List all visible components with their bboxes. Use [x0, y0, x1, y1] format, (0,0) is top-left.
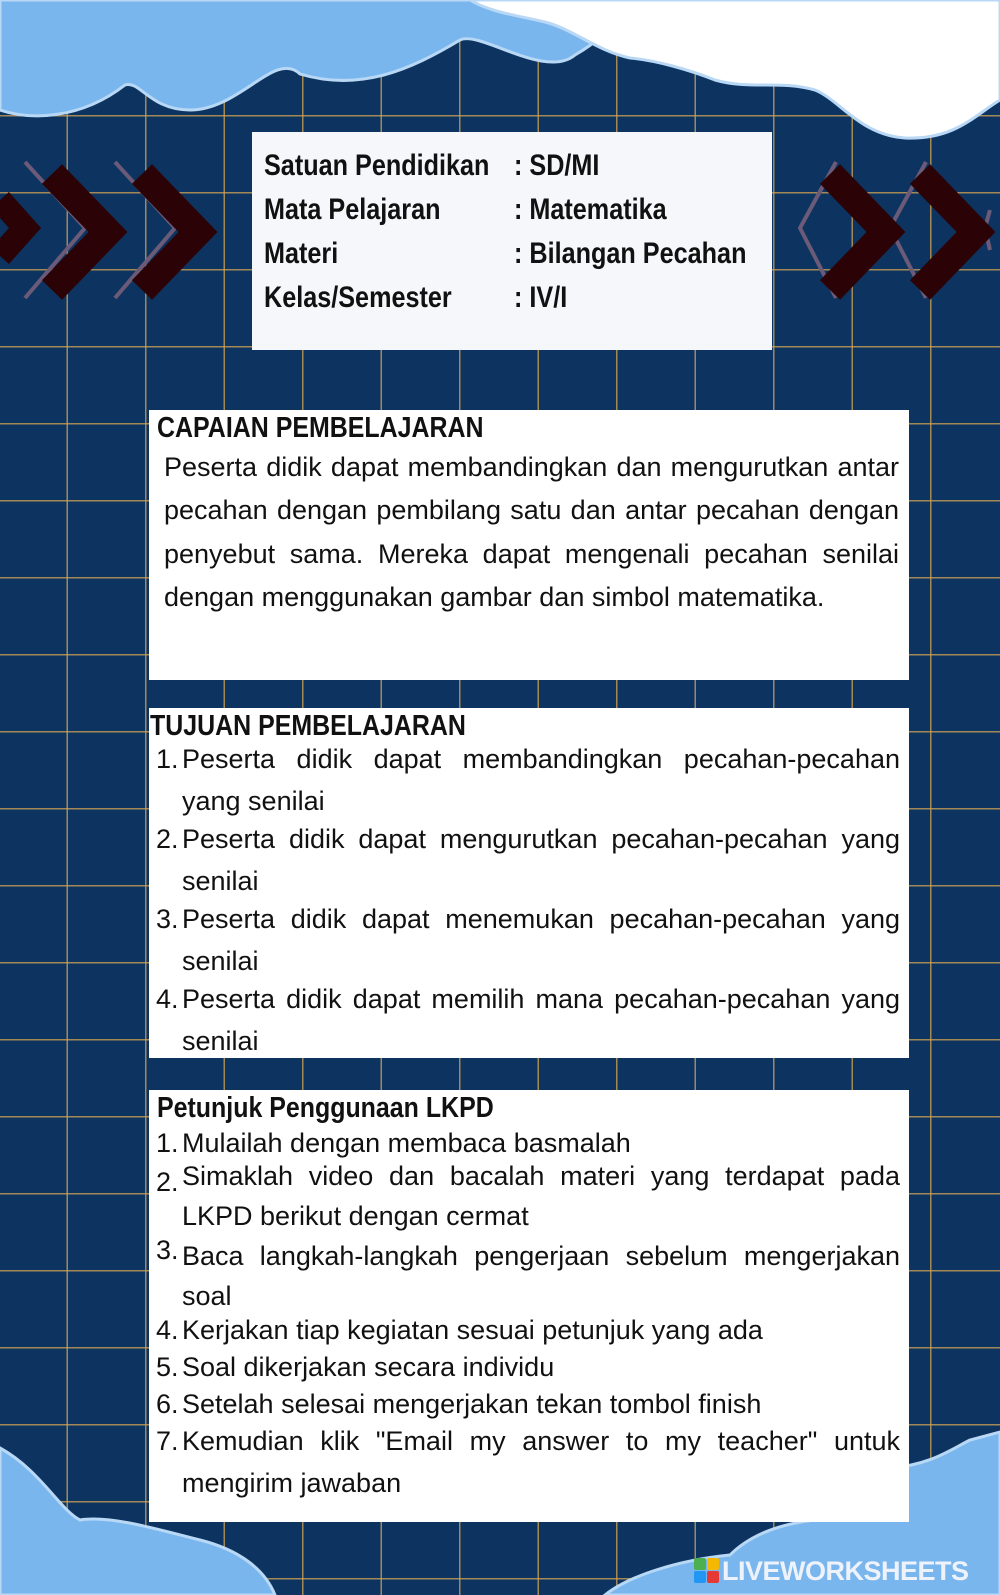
tujuan-section: [149, 708, 909, 1058]
section-title: Petunjuk Penggunaan LKPD: [157, 1092, 494, 1124]
list-text: Setelah selesai mengerjakan tekan tombol finish: [182, 1389, 762, 1419]
list-number: 7.: [156, 1426, 179, 1456]
list-text: Baca langkah-langkah pengerjaan sebelum mengerjakan soal: [182, 1241, 900, 1311]
list-number: 6.: [156, 1389, 179, 1419]
liveworksheets-logo-icon: [694, 1558, 720, 1584]
petunjuk-section: [149, 1090, 909, 1522]
top-right-cloud: [470, 0, 1000, 138]
info-value: : Bilangan Pecahan: [514, 237, 747, 270]
section-title: CAPAIAN PEMBELAJARAN: [157, 412, 484, 444]
list-text: Mulailah dengan membaca basmalah: [182, 1128, 631, 1158]
capaian-section: [149, 410, 909, 680]
liveworksheets-text: LIVEWORKSHEETS: [722, 1556, 969, 1586]
list-text: Peserta didik dapat menemukan pecahan-pecahan yang senilai: [182, 904, 900, 976]
info-card: [252, 132, 772, 350]
info-label: Materi: [264, 237, 339, 270]
list-number: 4.: [156, 984, 179, 1014]
info-label: Mata Pelajaran: [264, 193, 441, 226]
list-number: 5.: [156, 1352, 179, 1382]
list-number: 2.: [156, 1167, 179, 1197]
info-value: : SD/MI: [514, 149, 600, 182]
list-number: 4.: [156, 1315, 179, 1345]
list-text: Peserta didik dapat mengurutkan pecahan-pecahan yang senilai: [182, 824, 900, 896]
left-chevrons: [0, 162, 198, 298]
info-value: : Matematika: [514, 193, 667, 226]
list-number: 1.: [156, 744, 179, 774]
section-title: TUJUAN PEMBELAJARAN: [150, 710, 466, 742]
right-chevrons: [800, 162, 990, 298]
list-number: 3.: [156, 904, 179, 934]
list-text: Peserta didik dapat memilih mana pecahan-pecahan yang senilai: [182, 984, 900, 1056]
list-text: Simaklah video dan bacalah materi yang terdapat pada LKPD berikut dengan cermat: [182, 1161, 900, 1231]
info-label: Satuan Pendidikan: [264, 149, 490, 182]
list-number: 1.: [156, 1128, 179, 1158]
list-text: Peserta didik dapat membandingkan pecahan-pecahan yang senilai: [182, 744, 900, 816]
capaian-text: Peserta didik dapat membandingkan dan mengurutkan antar pecahan dengan pembilang satu dan antar pecahan dengan penyebut sama. Mereka dapat mengenali pecahan senilai dengan menggunakan gambar dan simbol matematika.: [164, 452, 899, 613]
list-text: Soal dikerjakan secara individu: [182, 1352, 555, 1382]
info-value: : IV/I: [514, 281, 568, 314]
list-number: 3.: [156, 1235, 179, 1265]
list-text: Kemudian klik "Email my answer to my teacher" untuk mengirim jawaban: [182, 1426, 900, 1498]
list-text: Kerjakan tiap kegiatan sesuai petunjuk yang ada: [182, 1315, 763, 1345]
list-number: 2.: [156, 824, 179, 854]
info-label: Kelas/Semester: [264, 281, 452, 314]
